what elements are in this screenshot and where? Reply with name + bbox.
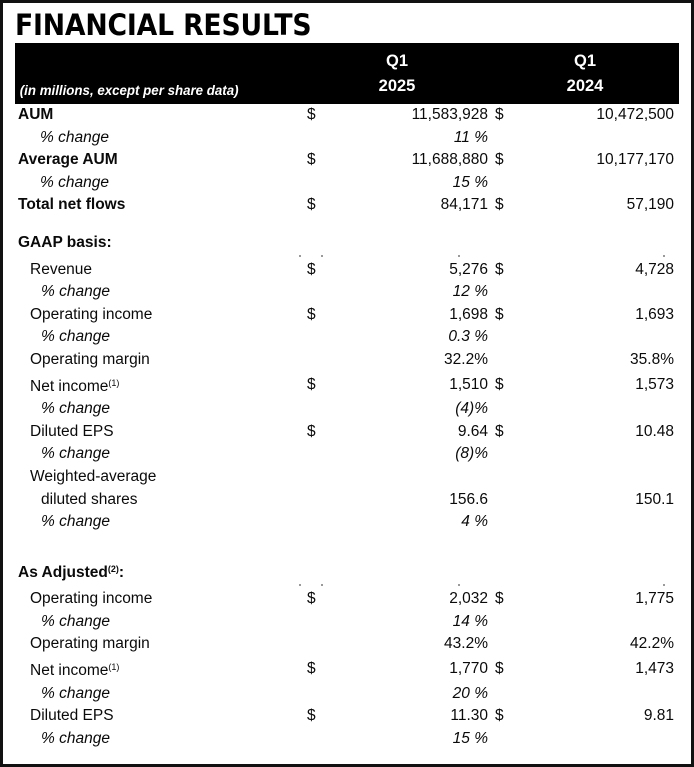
currency-symbol-col1-wavg-pct bbox=[303, 511, 331, 534]
value-q1-2025-gaap-revenue: 5,276 bbox=[331, 259, 491, 282]
value-q1-2024-gaap-opmargin: 35.8% bbox=[529, 349, 679, 372]
value-q1-2024-wavg-shares: 150.1 bbox=[529, 489, 679, 512]
row-label-text: % change bbox=[41, 612, 110, 630]
row-label-text: Diluted EPS bbox=[30, 707, 114, 725]
row-label-adj-opmargin bbox=[15, 633, 303, 656]
row-label-text: Operating margin bbox=[30, 350, 150, 368]
value-q1-2025-avg-aum: 11,688,880 bbox=[331, 149, 491, 172]
value-q1-2025-adj-netinc: 1,770 bbox=[331, 656, 491, 683]
value-q1-2024-gaap-header bbox=[529, 232, 679, 255]
row-label-text: % change bbox=[40, 173, 109, 191]
table-row bbox=[15, 683, 679, 706]
row-label-text: GAAP basis: bbox=[18, 233, 112, 251]
value-q1-2024-gaap-rev-pct bbox=[529, 281, 679, 304]
financial-results-table bbox=[15, 43, 679, 750]
currency-symbol-col2-adj-opinc: $ bbox=[491, 588, 529, 611]
value-q1-2025-gaap-opinc: 1,698 bbox=[331, 304, 491, 327]
currency-symbol-col1-adj-opinc: $ bbox=[303, 588, 331, 611]
table-row bbox=[15, 194, 679, 217]
column-header-period-1: Q1 bbox=[385, 52, 408, 70]
spacer-row bbox=[15, 534, 679, 558]
value-q1-2025-gaap-netinc: 1,510 bbox=[331, 372, 491, 399]
currency-symbol-col1-adj-eps-pct bbox=[303, 728, 331, 751]
row-label-gaap-eps-pct bbox=[15, 443, 303, 466]
page-title: FINANCIAL RESULTS bbox=[15, 8, 312, 42]
currency-symbol-col2-gaap-rev-pct bbox=[491, 281, 529, 304]
scan-artifact-cell bbox=[15, 584, 679, 588]
value-q1-2025-gaap-opmargin: 32.2% bbox=[331, 349, 491, 372]
row-label-adj-opinc bbox=[15, 588, 303, 611]
value-q1-2025-aum: 11,583,928 bbox=[331, 104, 491, 127]
row-label-aum bbox=[15, 104, 303, 127]
currency-symbol-col2-aum-pct bbox=[491, 127, 529, 150]
currency-symbol-col1-adj-header bbox=[303, 558, 331, 585]
scan-artifact-dot bbox=[321, 255, 323, 257]
table-row bbox=[15, 232, 679, 255]
table-row bbox=[15, 466, 679, 489]
row-label-text: Diluted EPS bbox=[30, 422, 114, 440]
value-q1-2024-gaap-opinc-pct bbox=[529, 326, 679, 349]
scan-artifact-dot bbox=[663, 255, 665, 257]
table-row bbox=[15, 326, 679, 349]
table-row bbox=[15, 127, 679, 150]
value-q1-2025-avg-aum-pct: 15 % bbox=[331, 172, 491, 195]
table-container bbox=[15, 43, 673, 750]
spacer-row bbox=[15, 217, 679, 232]
table-row bbox=[15, 149, 679, 172]
currency-symbol-col2-gaap-revenue: $ bbox=[491, 259, 529, 282]
currency-symbol-col2-gaap-opinc-pct bbox=[491, 326, 529, 349]
title-block bbox=[3, 3, 691, 41]
row-label-text: diluted shares bbox=[41, 490, 138, 508]
value-q1-2024-aum: 10,472,500 bbox=[529, 104, 679, 127]
row-label-gaap-opinc bbox=[15, 304, 303, 327]
row-label-avg-aum bbox=[15, 149, 303, 172]
row-label-text: Total net flows bbox=[18, 196, 126, 214]
currency-symbol-col2-adj-netinc-pct bbox=[491, 683, 529, 706]
currency-symbol-col1-gaap-rev-pct bbox=[303, 281, 331, 304]
table-row bbox=[15, 558, 679, 585]
row-label-text: % change bbox=[41, 445, 110, 463]
value-q1-2024-adj-header bbox=[529, 558, 679, 585]
scan-artifact-dot bbox=[663, 584, 665, 586]
row-label-text: Average AUM bbox=[18, 151, 118, 169]
row-label-wavg-line1 bbox=[15, 466, 303, 489]
row-label-text: % change bbox=[40, 128, 109, 146]
value-q1-2025-adj-eps: 11.30 bbox=[331, 705, 491, 728]
currency-symbol-col2-adj-eps-pct bbox=[491, 728, 529, 751]
table-row bbox=[15, 259, 679, 282]
value-q1-2024-avg-aum: 10,177,170 bbox=[529, 149, 679, 172]
currency-symbol-col1-avg-aum: $ bbox=[303, 149, 331, 172]
row-label-text: % change bbox=[41, 283, 110, 301]
currency-symbol-col1-gaap-netinc: $ bbox=[303, 372, 331, 399]
currency-symbol-col1-adj-opmargin bbox=[303, 633, 331, 656]
currency-symbol-col2-gaap-netinc-pct bbox=[491, 398, 529, 421]
value-q1-2025-aum-pct: 11 % bbox=[331, 127, 491, 150]
scan-artifact-row bbox=[15, 255, 679, 259]
scan-artifact-dot bbox=[458, 255, 460, 257]
currency-symbol-col2-gaap-opinc: $ bbox=[491, 304, 529, 327]
scan-artifact-row bbox=[15, 584, 679, 588]
row-label-adj-netinc-pct bbox=[15, 683, 303, 706]
table-row bbox=[15, 511, 679, 534]
row-label-gaap-netinc-pct bbox=[15, 398, 303, 421]
value-q1-2025-adj-eps-pct: 15 % bbox=[331, 728, 491, 751]
row-label-aum-pct bbox=[15, 127, 303, 150]
currency-symbol-col1-wavg-line1 bbox=[303, 466, 331, 489]
currency-symbol-col1-gaap-eps-pct bbox=[303, 443, 331, 466]
row-label-net-flows bbox=[15, 194, 303, 217]
row-label-text: Operating margin bbox=[30, 635, 150, 653]
currency-symbol-col1-gaap-header bbox=[303, 232, 331, 255]
value-q1-2024-adj-opinc: 1,775 bbox=[529, 588, 679, 611]
row-label-text: % change bbox=[41, 684, 110, 702]
currency-symbol-col2-wavg-line1 bbox=[491, 466, 529, 489]
row-label-text: Net income bbox=[30, 662, 109, 680]
currency-symbol-col1-avg-aum-pct bbox=[303, 172, 331, 195]
currency-symbol-col1-adj-netinc: $ bbox=[303, 656, 331, 683]
value-q1-2024-gaap-netinc: 1,573 bbox=[529, 372, 679, 399]
row-label-suffix: : bbox=[118, 563, 125, 581]
row-label-wavg-shares bbox=[15, 489, 303, 512]
table-body bbox=[15, 104, 679, 750]
table-row bbox=[15, 104, 679, 127]
row-label-adj-eps bbox=[15, 705, 303, 728]
column-header-q1-2025 bbox=[303, 43, 491, 104]
value-q1-2025-gaap-opinc-pct: 0.3 % bbox=[331, 326, 491, 349]
value-q1-2025-wavg-line1 bbox=[331, 466, 491, 489]
currency-symbol-col1-gaap-netinc-pct bbox=[303, 398, 331, 421]
currency-symbol-col1-gaap-revenue: $ bbox=[303, 259, 331, 282]
row-label-text: As Adjusted bbox=[18, 563, 108, 581]
row-label-gaap-opmargin bbox=[15, 349, 303, 372]
currency-symbol-col1-gaap-opinc-pct bbox=[303, 326, 331, 349]
currency-symbol-col1-adj-opinc-pct bbox=[303, 611, 331, 634]
table-row bbox=[15, 372, 679, 399]
value-q1-2024-adj-opinc-pct bbox=[529, 611, 679, 634]
footnote-marker: (1) bbox=[108, 377, 120, 388]
value-q1-2025-adj-netinc-pct: 20 % bbox=[331, 683, 491, 706]
row-label-adj-header bbox=[15, 558, 303, 585]
value-q1-2024-gaap-eps: 10.48 bbox=[529, 421, 679, 444]
currency-symbol-col2-aum: $ bbox=[491, 104, 529, 127]
row-label-gaap-opinc-pct bbox=[15, 326, 303, 349]
row-label-text: Operating income bbox=[30, 305, 153, 323]
table-row bbox=[15, 443, 679, 466]
footnote-marker: (1) bbox=[108, 662, 120, 673]
value-q1-2025-gaap-eps: 9.64 bbox=[331, 421, 491, 444]
value-q1-2025-gaap-header bbox=[331, 232, 491, 255]
row-label-gaap-header bbox=[15, 232, 303, 255]
row-label-text: Operating income bbox=[30, 590, 153, 608]
column-header-q1-2024 bbox=[491, 43, 679, 104]
scan-artifact-cell bbox=[15, 255, 679, 259]
value-q1-2024-net-flows: 57,190 bbox=[529, 194, 679, 217]
row-label-gaap-netinc bbox=[15, 372, 303, 399]
currency-symbol-col2-adj-netinc: $ bbox=[491, 656, 529, 683]
currency-symbol-col1-gaap-eps: $ bbox=[303, 421, 331, 444]
currency-symbol-col1-wavg-shares bbox=[303, 489, 331, 512]
row-label-text: Weighted-average bbox=[30, 467, 157, 485]
value-q1-2024-gaap-revenue: 4,728 bbox=[529, 259, 679, 282]
currency-symbol-col2-gaap-header bbox=[491, 232, 529, 255]
currency-symbol-col1-net-flows: $ bbox=[303, 194, 331, 217]
currency-symbol-col1-aum: $ bbox=[303, 104, 331, 127]
row-label-gaap-revenue bbox=[15, 259, 303, 282]
table-row bbox=[15, 281, 679, 304]
row-label-text: AUM bbox=[18, 106, 54, 123]
value-q1-2024-wavg-line1 bbox=[529, 466, 679, 489]
row-label-text: % change bbox=[41, 729, 110, 747]
spacer-cell bbox=[15, 217, 679, 232]
value-q1-2025-wavg-shares: 156.6 bbox=[331, 489, 491, 512]
row-label-avg-aum-pct bbox=[15, 172, 303, 195]
currency-symbol-col2-gaap-opmargin bbox=[491, 349, 529, 372]
table-header-row bbox=[15, 43, 679, 104]
scan-artifact-dot bbox=[321, 584, 323, 586]
value-q1-2024-gaap-opinc: 1,693 bbox=[529, 304, 679, 327]
table-row bbox=[15, 611, 679, 634]
table-row bbox=[15, 705, 679, 728]
table-row bbox=[15, 304, 679, 327]
value-q1-2025-gaap-eps-pct: (8)% bbox=[331, 443, 491, 466]
value-q1-2024-gaap-netinc-pct bbox=[529, 398, 679, 421]
table-row bbox=[15, 656, 679, 683]
row-label-text: % change bbox=[41, 328, 110, 346]
column-header-year-1: 2025 bbox=[378, 77, 416, 95]
value-q1-2025-net-flows: 84,171 bbox=[331, 194, 491, 217]
table-row bbox=[15, 728, 679, 751]
currency-symbol-col2-adj-opinc-pct bbox=[491, 611, 529, 634]
currency-symbol-col1-gaap-opinc: $ bbox=[303, 304, 331, 327]
value-q1-2025-adj-opinc: 2,032 bbox=[331, 588, 491, 611]
currency-symbol-col2-gaap-eps-pct bbox=[491, 443, 529, 466]
currency-symbol-col1-adj-eps: $ bbox=[303, 705, 331, 728]
currency-symbol-col2-wavg-shares bbox=[491, 489, 529, 512]
row-label-gaap-rev-pct bbox=[15, 281, 303, 304]
table-row bbox=[15, 588, 679, 611]
row-label-adj-netinc bbox=[15, 656, 303, 683]
currency-symbol-col2-net-flows: $ bbox=[491, 194, 529, 217]
value-q1-2024-adj-eps: 9.81 bbox=[529, 705, 679, 728]
currency-symbol-col2-adj-eps: $ bbox=[491, 705, 529, 728]
value-q1-2025-wavg-pct: 4 % bbox=[331, 511, 491, 534]
row-label-text: Net income bbox=[30, 377, 109, 395]
column-header-period-2: Q1 bbox=[573, 52, 596, 70]
currency-symbol-col2-avg-aum-pct bbox=[491, 172, 529, 195]
table-row bbox=[15, 398, 679, 421]
table-row bbox=[15, 421, 679, 444]
value-q1-2025-adj-opinc-pct: 14 % bbox=[331, 611, 491, 634]
value-q1-2024-adj-netinc: 1,473 bbox=[529, 656, 679, 683]
value-q1-2024-adj-netinc-pct bbox=[529, 683, 679, 706]
row-label-adj-opinc-pct bbox=[15, 611, 303, 634]
row-label-text: % change bbox=[41, 513, 110, 531]
value-q1-2025-adj-header bbox=[331, 558, 491, 585]
value-q1-2024-gaap-eps-pct bbox=[529, 443, 679, 466]
scan-artifact-dot bbox=[299, 255, 301, 257]
row-label-adj-eps-pct bbox=[15, 728, 303, 751]
scan-artifact-dot bbox=[299, 584, 301, 586]
currency-symbol-col2-gaap-netinc: $ bbox=[491, 372, 529, 399]
value-q1-2024-avg-aum-pct bbox=[529, 172, 679, 195]
table-row bbox=[15, 633, 679, 656]
currency-symbol-col2-adj-opmargin bbox=[491, 633, 529, 656]
table-header bbox=[15, 43, 679, 104]
units-note: (in millions, except per share data) bbox=[15, 43, 289, 104]
footnote-marker: (2) bbox=[107, 563, 119, 574]
scan-artifact-dot bbox=[458, 584, 460, 586]
currency-symbol-col2-adj-header bbox=[491, 558, 529, 585]
currency-symbol-col1-gaap-opmargin bbox=[303, 349, 331, 372]
value-q1-2024-wavg-pct bbox=[529, 511, 679, 534]
currency-symbol-col2-avg-aum: $ bbox=[491, 149, 529, 172]
row-label-wavg-pct bbox=[15, 511, 303, 534]
value-q1-2024-adj-opmargin: 42.2% bbox=[529, 633, 679, 656]
spacer-cell bbox=[15, 534, 679, 558]
value-q1-2024-adj-eps-pct bbox=[529, 728, 679, 751]
currency-symbol-col1-adj-netinc-pct bbox=[303, 683, 331, 706]
currency-symbol-col2-wavg-pct bbox=[491, 511, 529, 534]
value-q1-2024-aum-pct bbox=[529, 127, 679, 150]
row-label-text: Revenue bbox=[30, 260, 93, 278]
column-header-year-2: 2024 bbox=[566, 77, 604, 95]
row-label-text: % change bbox=[41, 400, 110, 418]
table-row bbox=[15, 349, 679, 372]
table-row bbox=[15, 172, 679, 195]
row-label-gaap-eps bbox=[15, 421, 303, 444]
value-q1-2025-gaap-rev-pct: 12 % bbox=[331, 281, 491, 304]
currency-symbol-col2-gaap-eps: $ bbox=[491, 421, 529, 444]
value-q1-2025-adj-opmargin: 43.2% bbox=[331, 633, 491, 656]
currency-symbol-col1-aum-pct bbox=[303, 127, 331, 150]
table-row bbox=[15, 489, 679, 512]
value-q1-2025-gaap-netinc-pct: (4)% bbox=[331, 398, 491, 421]
